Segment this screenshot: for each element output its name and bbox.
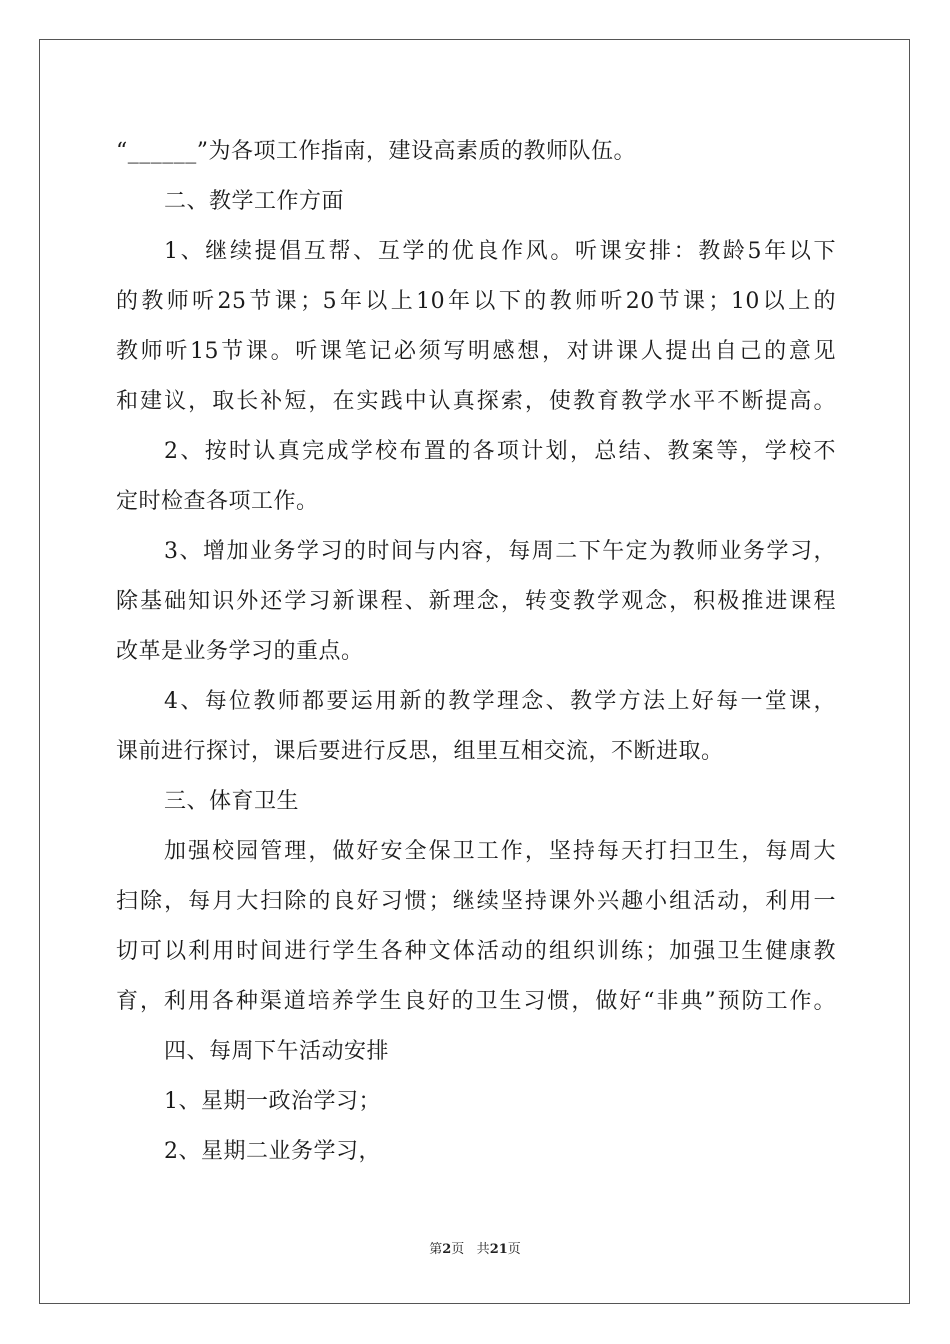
text-line: 2、星期二业务学习， xyxy=(164,1139,381,1164)
text-line: 定时检查各项工作。 xyxy=(116,489,319,514)
text-line: 教师听15节课。听课笔记必须写明感想，对讲课人提出自己的意见 xyxy=(116,339,836,364)
text-line: 扫除，每月大扫除的良好习惯；继续坚持课外兴趣小组活动，利用一 xyxy=(116,889,836,914)
page-footer xyxy=(0,1238,950,1257)
text-line: 4、每位教师都要运用新的教学理念、教学方法上好每一堂课， xyxy=(164,689,836,714)
current-page-number: 2 xyxy=(442,1242,452,1257)
text-line: 课前进行探讨，课后要进行反思，组里互相交流，不断进取。 xyxy=(116,739,724,764)
total-prefix: 共 xyxy=(476,1242,490,1257)
total-page-count: 21 xyxy=(489,1242,508,1257)
text-line: 改革是业务学习的重点。 xyxy=(116,639,364,664)
text-line: 1、继续提倡互帮、互学的优良作风。听课安排：教龄5年以下 xyxy=(164,239,836,264)
text-line: 切可以利用时间进行学生各种文体活动的组织训练；加强卫生健康教 xyxy=(116,939,836,964)
text-line: 加强校园管理，做好安全保卫工作，坚持每天打扫卫生，每周大 xyxy=(164,839,836,864)
text-line: 3、增加业务学习的时间与内容，每周二下午定为教师业务学习， xyxy=(164,539,836,564)
text-line: 二、教学工作方面 xyxy=(164,189,345,214)
page-suffix: 页 xyxy=(451,1242,465,1257)
text-line: 三、体育卫生 xyxy=(164,789,300,814)
text-line: 2、按时认真完成学校布置的各项计划，总结、教案等，学校不 xyxy=(164,439,836,464)
text-line: 1、星期一政治学习； xyxy=(164,1089,381,1114)
text-line: 除基础知识外还学习新课程、新理念，转变教学观念，积极推进课程 xyxy=(116,589,836,614)
document-body xyxy=(116,127,836,1177)
text-line: 四、每周下午活动安排 xyxy=(164,1039,390,1064)
total-suffix: 页 xyxy=(507,1242,521,1257)
text-line: “______”为各项工作指南，建设高素质的教师队伍。 xyxy=(116,139,636,164)
text-line: 的教师听25节课；5年以上10年以下的教师听20节课；10以上的 xyxy=(116,289,836,314)
text-line: 育，利用各种渠道培养学生良好的卫生习惯，做好“非典”预防工作。 xyxy=(116,989,836,1014)
page-prefix: 第 xyxy=(429,1242,443,1257)
text-line: 和建议，取长补短，在实践中认真探索，使教育教学水平不断提高。 xyxy=(116,389,836,414)
